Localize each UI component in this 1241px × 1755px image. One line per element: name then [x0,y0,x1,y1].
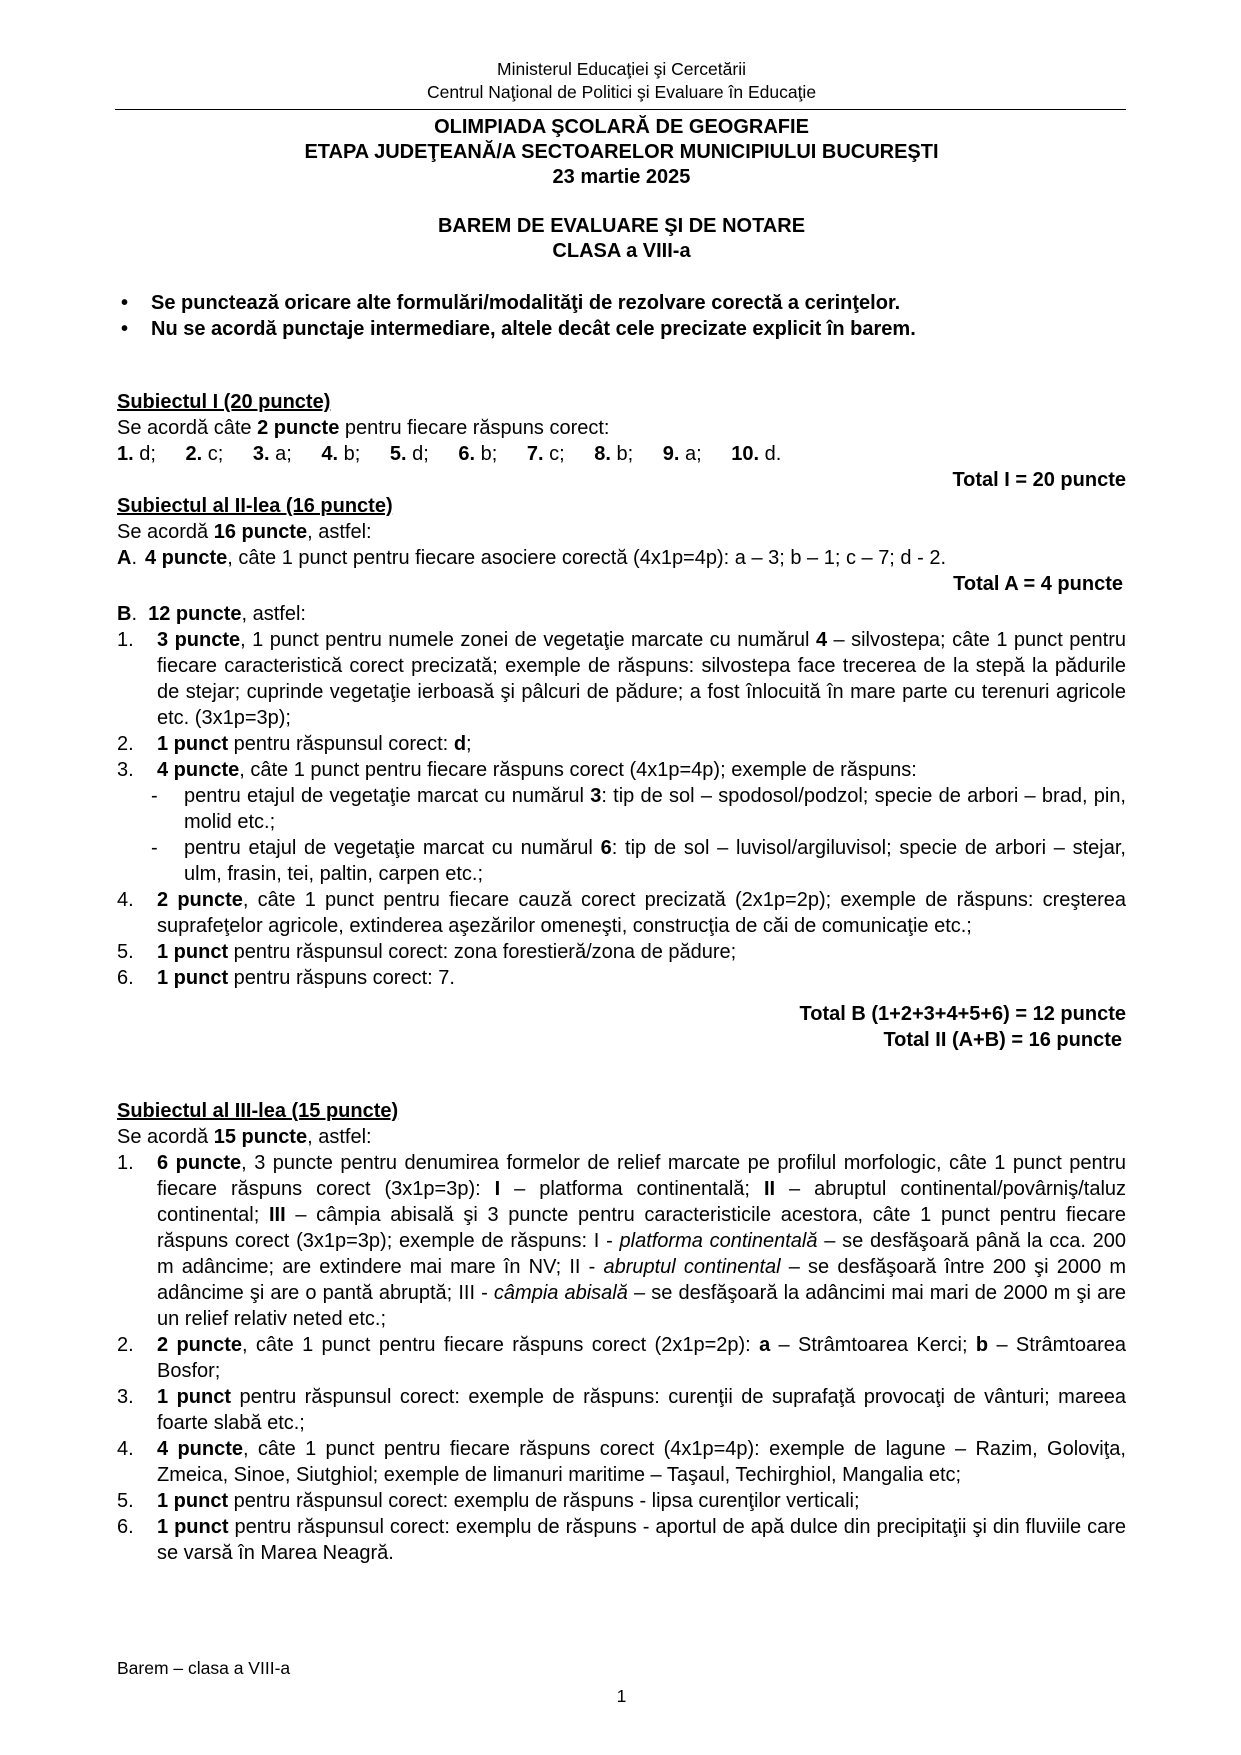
answer-item: 7. c; [526,443,565,465]
part-b-item-3-sub-2: - pentru etajul de vegetaţie marcat cu numărul 6: tip de sol – luvisol/argiluvisol; specie de arbori – stejar, ulm, frasin, tei, paltin, carpen etc.; [151,837,1126,885]
subject-3-item-5: 5. 1 punct pentru răspunsul corect: exemplu de răspuns - lipsa curenţilor verticali; [117,1490,860,1512]
center-name: Centrul Naţional de Politici şi Evaluare în Educaţie [426,82,817,102]
answer-item: 5. d; [389,443,429,465]
subject-2-part-a: A. 4 puncte, câte 1 punct pentru fiecare asociere corectă (4x1p=4p): a – 3; b – 1; c – 7; d - 2. [117,547,946,569]
subject-1-intro: Se acordă câte 2 puncte pentru fiecare răspuns corect: [117,417,610,439]
subject-3-item-1: 1. 6 puncte, 3 puncte pentru denumirea formelor de relief marcate pe profilul morfologic, câte 1 punct pentru fiecare răspuns corect (3x1p=3p): I – platforma continentală; II – abruptul continental/povârniş/taluz continental; III – câmpia abisală şi 3 puncte pentru caracteristicile acestora, câte 1 punct pentru fiecare răspuns corect (3x1p=3p); exemple de răspuns: I - platforma continentală – se desfăşoară până la cca. 200 m adâncime; are extindere mai mare în NV; II - abruptul continental – se desfăşoară între 200 şi 2000 m adâncime şi are o pantă abruptă; III - câmpia abisală – se desfăşoară la adâncimi mai mari de 2000 m şi are un relief relativ neted etc.; [117,1152,1127,1330]
subject-3-intro: Se acordă 15 puncte, astfel: [117,1126,372,1148]
class-title: CLASA a VIII-a [552,240,691,262]
exam-date: 23 martie 2025 [552,166,691,188]
note-item: • Se punctează oricare alte formulări/modalităţi de rezolvare corectă a cerinţelor. [117,290,1126,316]
ministry-name: Ministerul Educaţiei şi Cercetării [497,59,746,79]
bullet-icon: • [121,318,129,340]
subject-3-item-3: 3. 1 punct pentru răspunsul corect: exemple de răspuns: curenţii de suprafaţă provocaţi de vânturi; mareea foarte slabă etc.; [117,1386,1126,1434]
answer-item: 8. b; [594,443,634,465]
part-b-item-4: 4. 2 puncte, câte 1 punct pentru fiecare cauză corect precizată (2x1p=2p); exemple de răspuns: creşterea suprafeţelor agricole, extinderea aşezărilor omeneşti, construcţia de căi de comunicaţie etc.; [117,889,1126,937]
olympiad-title: OLIMPIADA ŞCOLARĂ DE GEOGRAFIE [434,116,809,138]
answer-item: 2. c; [185,443,224,465]
header-divider [115,109,1126,110]
part-b-item-3-sub-1: - pentru etajul de vegetaţie marcat cu numărul 3: tip de sol – spodosol/podzol; specie de arbori – brad, pin, molid etc.; [151,785,1126,833]
subject-2-part-a-total: Total A = 4 puncte [953,573,1123,595]
part-b-total: Total B (1+2+3+4+5+6) = 12 puncte [799,1003,1126,1025]
subject-3-heading: Subiectul al III-lea (15 puncte) [117,1100,399,1122]
subject-2-intro: Se acordă 16 puncte, astfel: [117,521,372,543]
subject-2-heading: Subiectul al II-lea (16 puncte) [117,495,393,517]
subject-2-part-b: B. 12 puncte, astfel: [117,603,306,625]
barem-title: BAREM DE EVALUARE ŞI DE NOTARE [437,215,806,237]
subject-1-answers [117,441,1126,467]
stage-title: ETAPA JUDEŢEANĂ/A SECTOARELOR MUNICIPIULUI BUCUREŞTI [304,141,939,163]
subject-1-total: Total I = 20 puncte [952,469,1126,491]
subject-3-item-4: 4. 4 puncte, câte 1 punct pentru fiecare răspuns corect (4x1p=4p): exemple de lagune – Razim, Goloviţa, Zmeica, Sinoe, Siutghiol; exemple de limanuri maritime – Taşaul, Techirghiol, Mangalia etc; [117,1438,1126,1486]
general-notes [117,290,1126,342]
subject-1 [117,389,1126,493]
page-number: 1 [616,1686,627,1706]
part-b-item-5: 5. 1 punct pentru răspunsul corect: zona forestieră/zona de pădure; [117,941,737,963]
part-b-item-1: 1. 3 puncte, 1 punct pentru numele zonei de vegetaţie marcate cu numărul 4 – silvostepa; câte 1 punct pentru fiecare caracteristică corect precizată; exemple de răspuns: silvostepa face trecerea de la stepă la pădurile de stejar; cuprinde vegetaţie ierboasă şi pâlcuri de pădure; a fost înlocuită în mare parte cu terenuri agricole etc. (3x1p=3p); [117,629,1127,729]
subject-3 [117,1098,1126,1566]
answer-item: 10. d. [731,443,782,465]
answer-item: 1. d; [117,443,156,465]
bullet-icon: • [121,292,129,314]
subject-1-heading: Subiectul I (20 puncte) [117,391,331,413]
note-item: • Nu se acordă punctaje intermediare, altele decât cele precizate explicit în barem. [117,316,1126,342]
answer-item: 9. a; [662,443,702,465]
footer-label: Barem – clasa a VIII-a [117,1658,291,1678]
answer-item: 3. a; [252,443,292,465]
subject-2-total: Total II (A+B) = 16 puncte [883,1029,1122,1051]
answer-item: 4. b; [321,443,361,465]
part-b-item-3: 3. 4 puncte, câte 1 punct pentru fiecare răspuns corect (4x1p=4p); exemple de răspuns: [117,759,917,781]
part-b-item-2: 2. 1 punct pentru răspunsul corect: d; [117,733,472,755]
part-b-item-6: 6. 1 punct pentru răspuns corect: 7. [117,967,455,989]
subject-3-item-6: 6. 1 punct pentru răspunsul corect: exemplu de răspuns - aportul de apă dulce din precipitaţii şi din fluviile care se varsă în Marea Neagră. [117,1516,1126,1564]
subject-2 [117,493,1126,1053]
subject-3-item-2: 2. 2 puncte, câte 1 punct pentru fiecare răspuns corect (2x1p=2p): a – Strâmtoarea Kerci; b – Strâmtoarea Bosfor; [117,1334,1126,1382]
answer-item: 6. b; [458,443,498,465]
